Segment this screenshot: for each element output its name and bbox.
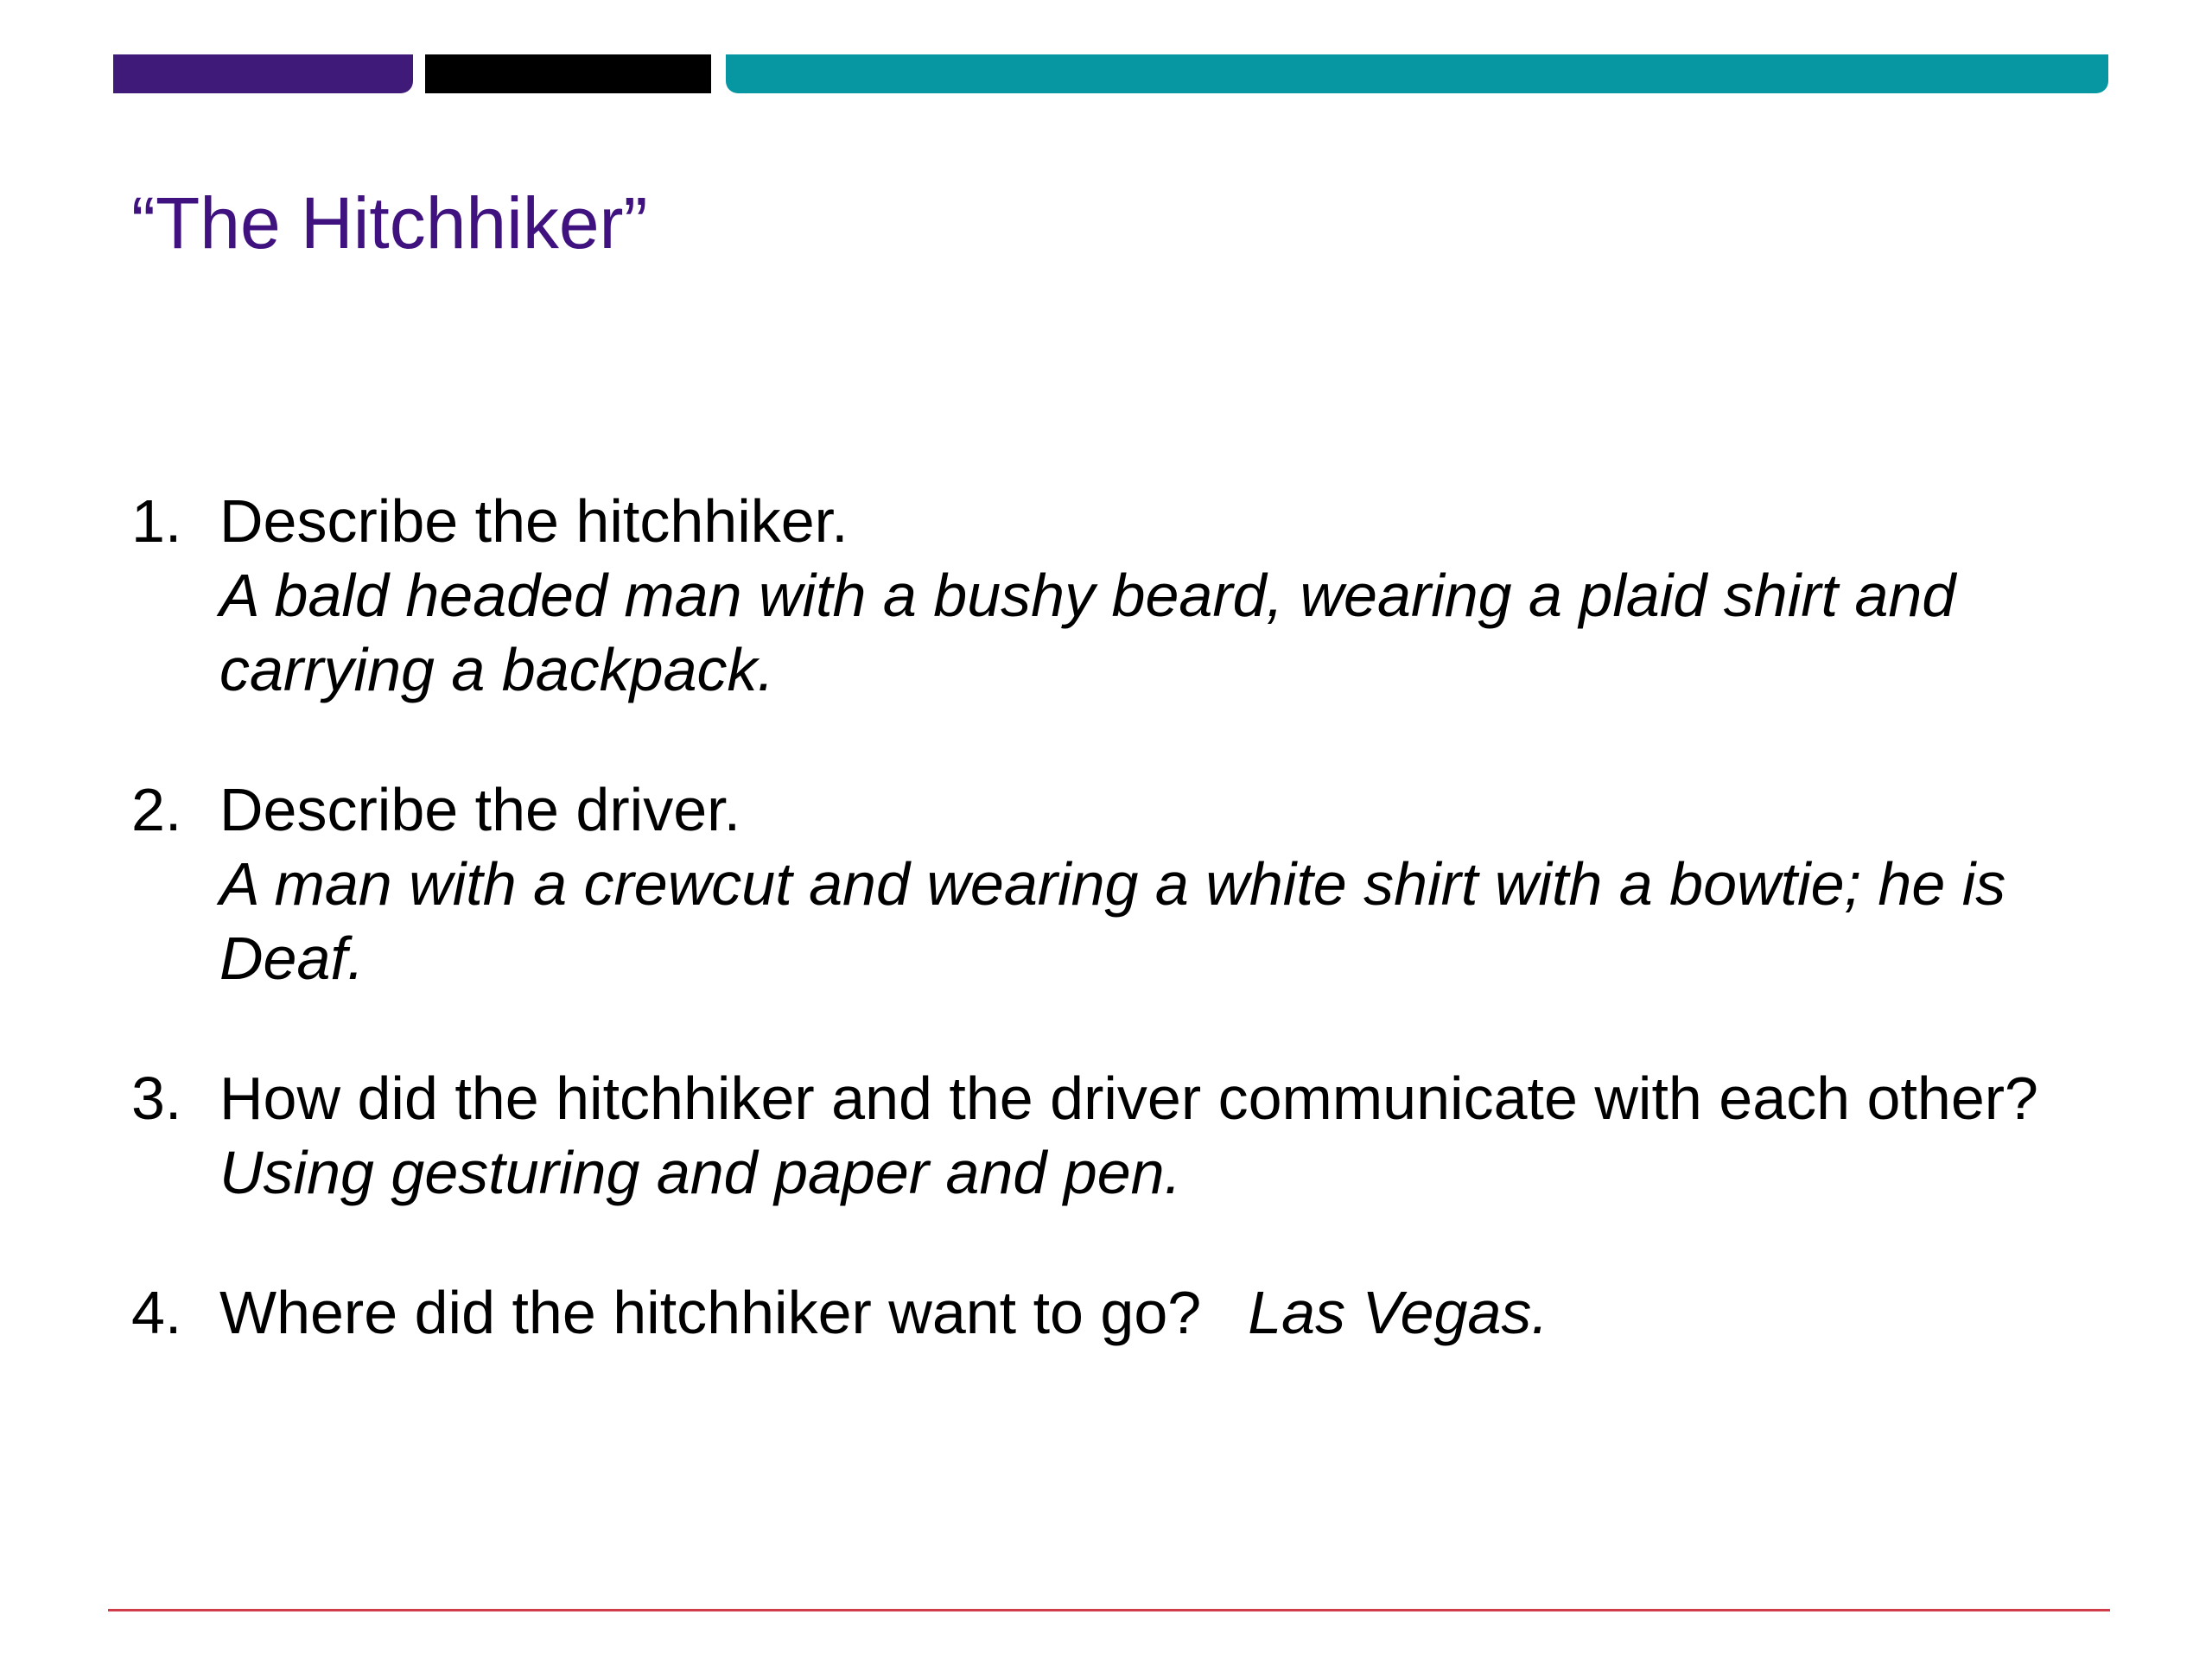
header-bar-purple — [113, 54, 413, 93]
question-number: 4. — [131, 1279, 182, 1346]
question-item-2 — [131, 772, 2119, 995]
answer-text: A man with a crewcut and wearing a white shirt with a bowtie; he is Deaf. — [219, 850, 2006, 992]
question-list — [131, 484, 2119, 1415]
question-number: 1. — [131, 487, 182, 555]
header-bar-teal — [726, 54, 2108, 93]
question-text: Describe the hitchhiker. — [219, 487, 849, 555]
question-text: Describe the driver. — [219, 776, 741, 843]
question-number: 2. — [131, 776, 182, 843]
header-bar-black — [425, 54, 711, 93]
footer-divider — [108, 1609, 2110, 1611]
slide-title: “The Hitchhiker” — [131, 182, 648, 264]
answer-text: Las Vegas. — [1248, 1279, 1548, 1346]
question-number: 3. — [131, 1065, 182, 1132]
question-text: Where did the hitchhiker want to go? — [219, 1279, 1202, 1346]
question-item-3 — [131, 1061, 2119, 1210]
answer-text: Using gesturing and paper and pen. — [219, 1139, 1182, 1206]
question-item-1 — [131, 484, 2119, 707]
question-item-4 — [131, 1275, 2119, 1350]
question-text: How did the hitchhiker and the driver communicate with each other? — [219, 1065, 2038, 1132]
answer-text: A bald headed man with a bushy beard, wearing a plaid shirt and carrying a backpack. — [219, 562, 1956, 703]
